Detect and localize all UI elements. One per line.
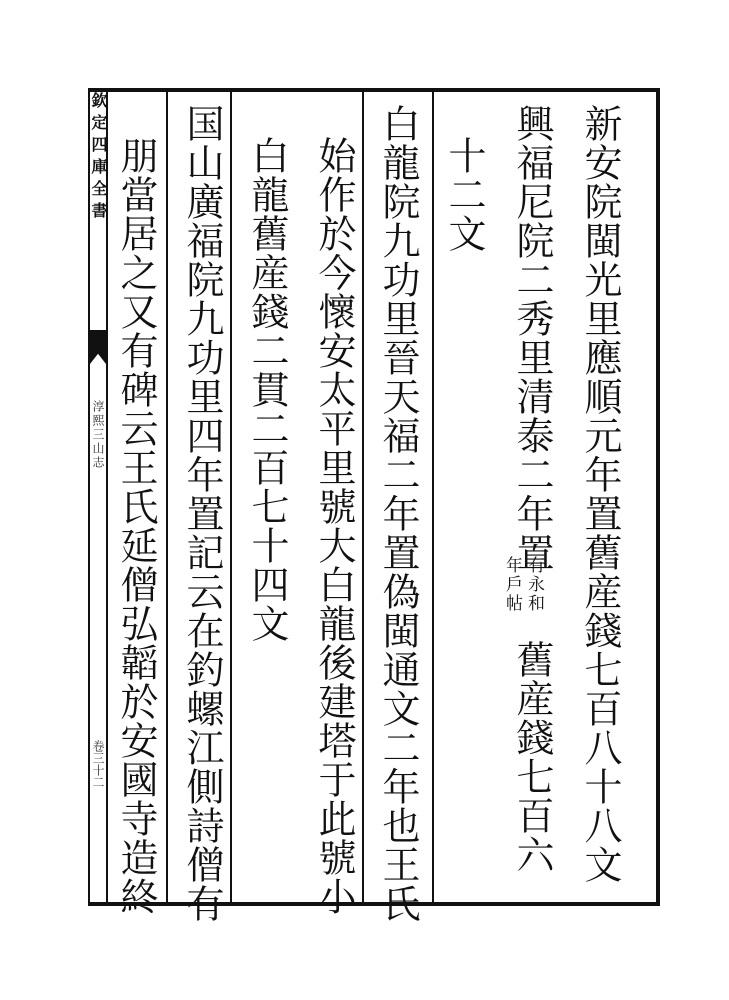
column-rule xyxy=(362,92,364,902)
gutter-title: 欽定四庫全書 xyxy=(89,92,108,224)
text-column-7: 国山廣福院九功里四年置記云在釣螺江側詩僧有 xyxy=(180,104,224,923)
column-rule xyxy=(166,92,168,902)
gutter-book-title: 淳熙三山志 xyxy=(91,400,105,470)
interlinear-note-left: 年戶帖 xyxy=(502,556,522,613)
text-column-8: 朋當居之又有碑云王氏延僧弘韜於安國寺造終 xyxy=(114,136,158,916)
text-column-4: 白龍院九功里晉天福二年置偽閩通文二年也王氏 xyxy=(376,104,420,923)
text-column-5: 始作於今懷安太平里號大白龍後建塔于此號小 xyxy=(312,136,356,916)
text-column-2: 興福尼院二秀里清泰二年置 xyxy=(510,104,554,572)
column-rule xyxy=(432,92,434,902)
column-rule xyxy=(230,92,232,902)
text-column-3: 十二文 xyxy=(442,136,486,253)
gutter-page-number: 卷三十二 xyxy=(91,740,105,788)
interlinear-note-right: 有永和 xyxy=(524,556,544,613)
text-column-6: 白龍舊産錢二貫二百七十四文 xyxy=(245,136,289,643)
text-column-2-cont: 舊産錢七百六 xyxy=(510,640,554,874)
text-column-1: 新安院閩光里應順元年置舊産錢七百八十八文 xyxy=(578,104,622,884)
